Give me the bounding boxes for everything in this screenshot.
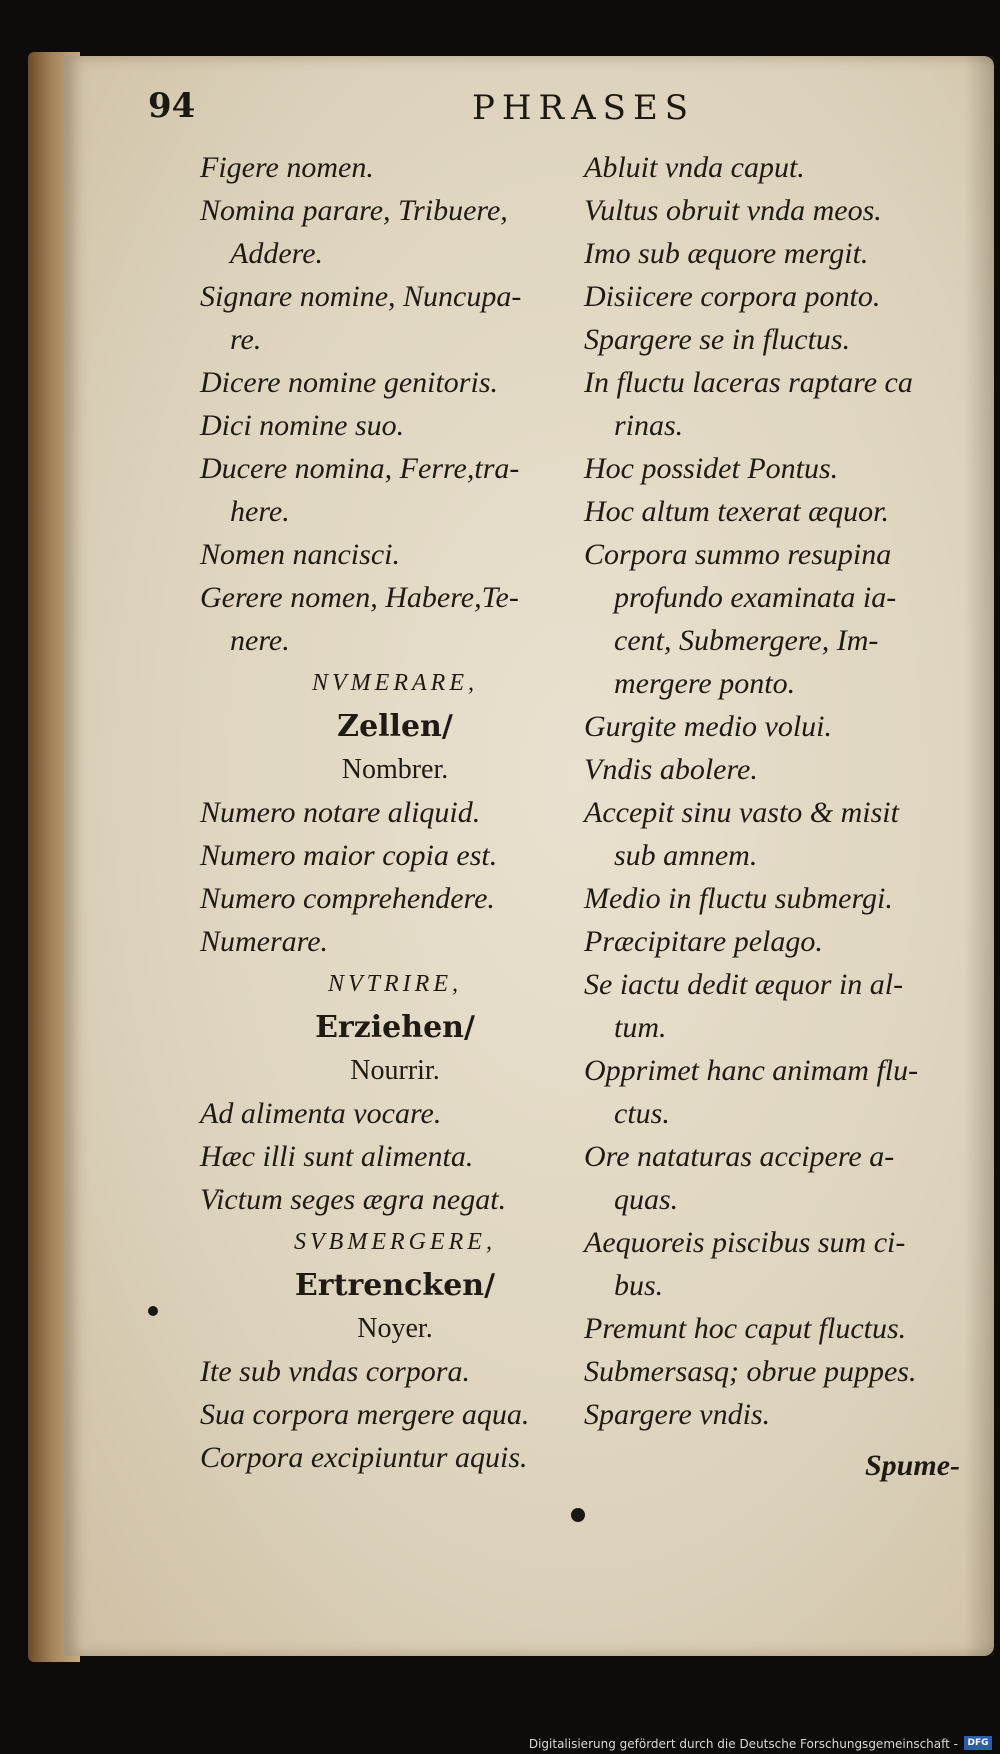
phrase-line: Hæc illi sunt alimenta. bbox=[200, 1140, 474, 1173]
section-heading: Erziehen/ bbox=[315, 1010, 475, 1045]
running-head bbox=[0, 86, 1000, 136]
right-column-lines bbox=[584, 146, 960, 1436]
phrase-line: rinas. bbox=[614, 409, 684, 442]
phrase-line: Numero maior copia est. bbox=[200, 839, 498, 872]
phrase-line: In fluctu laceras raptare ca bbox=[584, 366, 913, 399]
phrase-line: Dicere nomine genitoris. bbox=[200, 366, 498, 399]
phrase-line: Ore nataturas accipere a- bbox=[584, 1140, 895, 1173]
phrase-line: profundo examinata ia- bbox=[614, 581, 897, 614]
phrase-line: Corpora summo resupina bbox=[584, 538, 892, 571]
phrase-line: Vndis abolere. bbox=[584, 753, 758, 786]
phrase-line: Abluit vnda caput. bbox=[584, 151, 805, 184]
phrase-line: Disiicere corpora ponto. bbox=[584, 280, 881, 313]
phrase-line: Ad alimenta vocare. bbox=[200, 1097, 442, 1130]
phrase-line: Opprimet hanc animam flu- bbox=[584, 1054, 919, 1087]
phrase-line: Hoc possidet Pontus. bbox=[584, 452, 839, 485]
footer-credit: Digitalisierung gefördert durch die Deutsche Forschungsgemeinschaft - bbox=[528, 1737, 958, 1751]
phrase-line: Signare nomine, Nuncupa- bbox=[200, 280, 522, 313]
phrase-line: Aequoreis piscibus sum ci- bbox=[584, 1226, 906, 1259]
phrase-line: Nomen nancisci. bbox=[200, 538, 400, 571]
footer-bar bbox=[0, 1732, 1000, 1754]
phrase-line: quas. bbox=[614, 1183, 679, 1216]
page-title: PHRASES bbox=[472, 88, 696, 128]
phrase-line: Præcipitare pelago. bbox=[584, 925, 823, 958]
phrase-line: Medio in fluctu submergi. bbox=[584, 882, 893, 915]
phrase-line: Addere. bbox=[230, 237, 324, 270]
phrase-line: Premunt hoc caput fluctus. bbox=[584, 1312, 907, 1345]
phrase-line: mergere ponto. bbox=[614, 667, 796, 700]
section-heading: Nombrer. bbox=[341, 754, 449, 785]
phrase-line: tum. bbox=[614, 1011, 667, 1044]
phrase-line: Gurgite medio volui. bbox=[584, 710, 833, 743]
phrase-line: cent, Submergere, Im- bbox=[614, 624, 879, 657]
phrase-line: Ducere nomina, Ferre,tra- bbox=[200, 452, 520, 485]
phrase-line: Hoc altum texerat æquor. bbox=[584, 495, 889, 528]
phrase-line: Nomina parare, Tribuere, bbox=[200, 194, 508, 227]
ink-blot bbox=[148, 1306, 158, 1316]
gutter-shadow bbox=[964, 56, 994, 1656]
section-heading: NVMERARE, bbox=[312, 670, 478, 696]
phrase-line: re. bbox=[230, 323, 262, 356]
phrase-line: bus. bbox=[614, 1269, 664, 1302]
right-column bbox=[584, 146, 960, 1487]
phrase-line: Ite sub vndas corpora. bbox=[200, 1355, 470, 1388]
section-heading: SVBMERGERE, bbox=[294, 1229, 496, 1255]
phrase-line: Imo sub æquore mergit. bbox=[584, 237, 869, 270]
phrase-line: Victum seges ægra negat. bbox=[200, 1183, 507, 1216]
phrase-line: sub amnem. bbox=[614, 839, 758, 872]
phrase-line: Spargere vndis. bbox=[584, 1398, 771, 1431]
phrase-line: Numerare. bbox=[200, 925, 329, 958]
phrase-line: Numero comprehendere. bbox=[200, 882, 495, 915]
section-heading: Ertrencken/ bbox=[294, 1268, 496, 1303]
phrase-line: Figere nomen. bbox=[200, 151, 374, 184]
phrase-line: Dici nomine suo. bbox=[200, 409, 405, 442]
dfg-logo: DFG bbox=[964, 1736, 992, 1750]
phrase-line: Numero notare aliquid. bbox=[200, 796, 481, 829]
phrase-line: nere. bbox=[230, 624, 290, 657]
section-heading: Noyer. bbox=[357, 1313, 433, 1344]
phrase-line: ctus. bbox=[614, 1097, 670, 1130]
page-number: 94 bbox=[148, 86, 196, 126]
catchword: Spume- bbox=[864, 1449, 960, 1482]
section-heading: NVTRIRE, bbox=[328, 971, 462, 997]
phrase-line: here. bbox=[230, 495, 290, 528]
phrase-line: Accepit sinu vasto & misit bbox=[584, 796, 899, 829]
phrase-line: Submersasq; obrue puppes. bbox=[584, 1355, 917, 1388]
phrase-line: Corpora excipiuntur aquis. bbox=[200, 1441, 528, 1474]
phrase-line: Se iactu dedit æquor in al- bbox=[584, 968, 904, 1001]
ink-blot bbox=[571, 1508, 585, 1522]
phrase-line: Spargere se in fluctus. bbox=[584, 323, 851, 356]
section-heading: Zellen/ bbox=[337, 709, 453, 744]
phrase-line: Gerere nomen, Habere,Te- bbox=[200, 581, 519, 614]
left-column bbox=[200, 146, 590, 1479]
phrase-line: Sua corpora mergere aqua. bbox=[200, 1398, 530, 1431]
section-heading: Nourrir. bbox=[350, 1055, 440, 1086]
phrase-line: Vultus obruit vnda meos. bbox=[584, 194, 882, 227]
